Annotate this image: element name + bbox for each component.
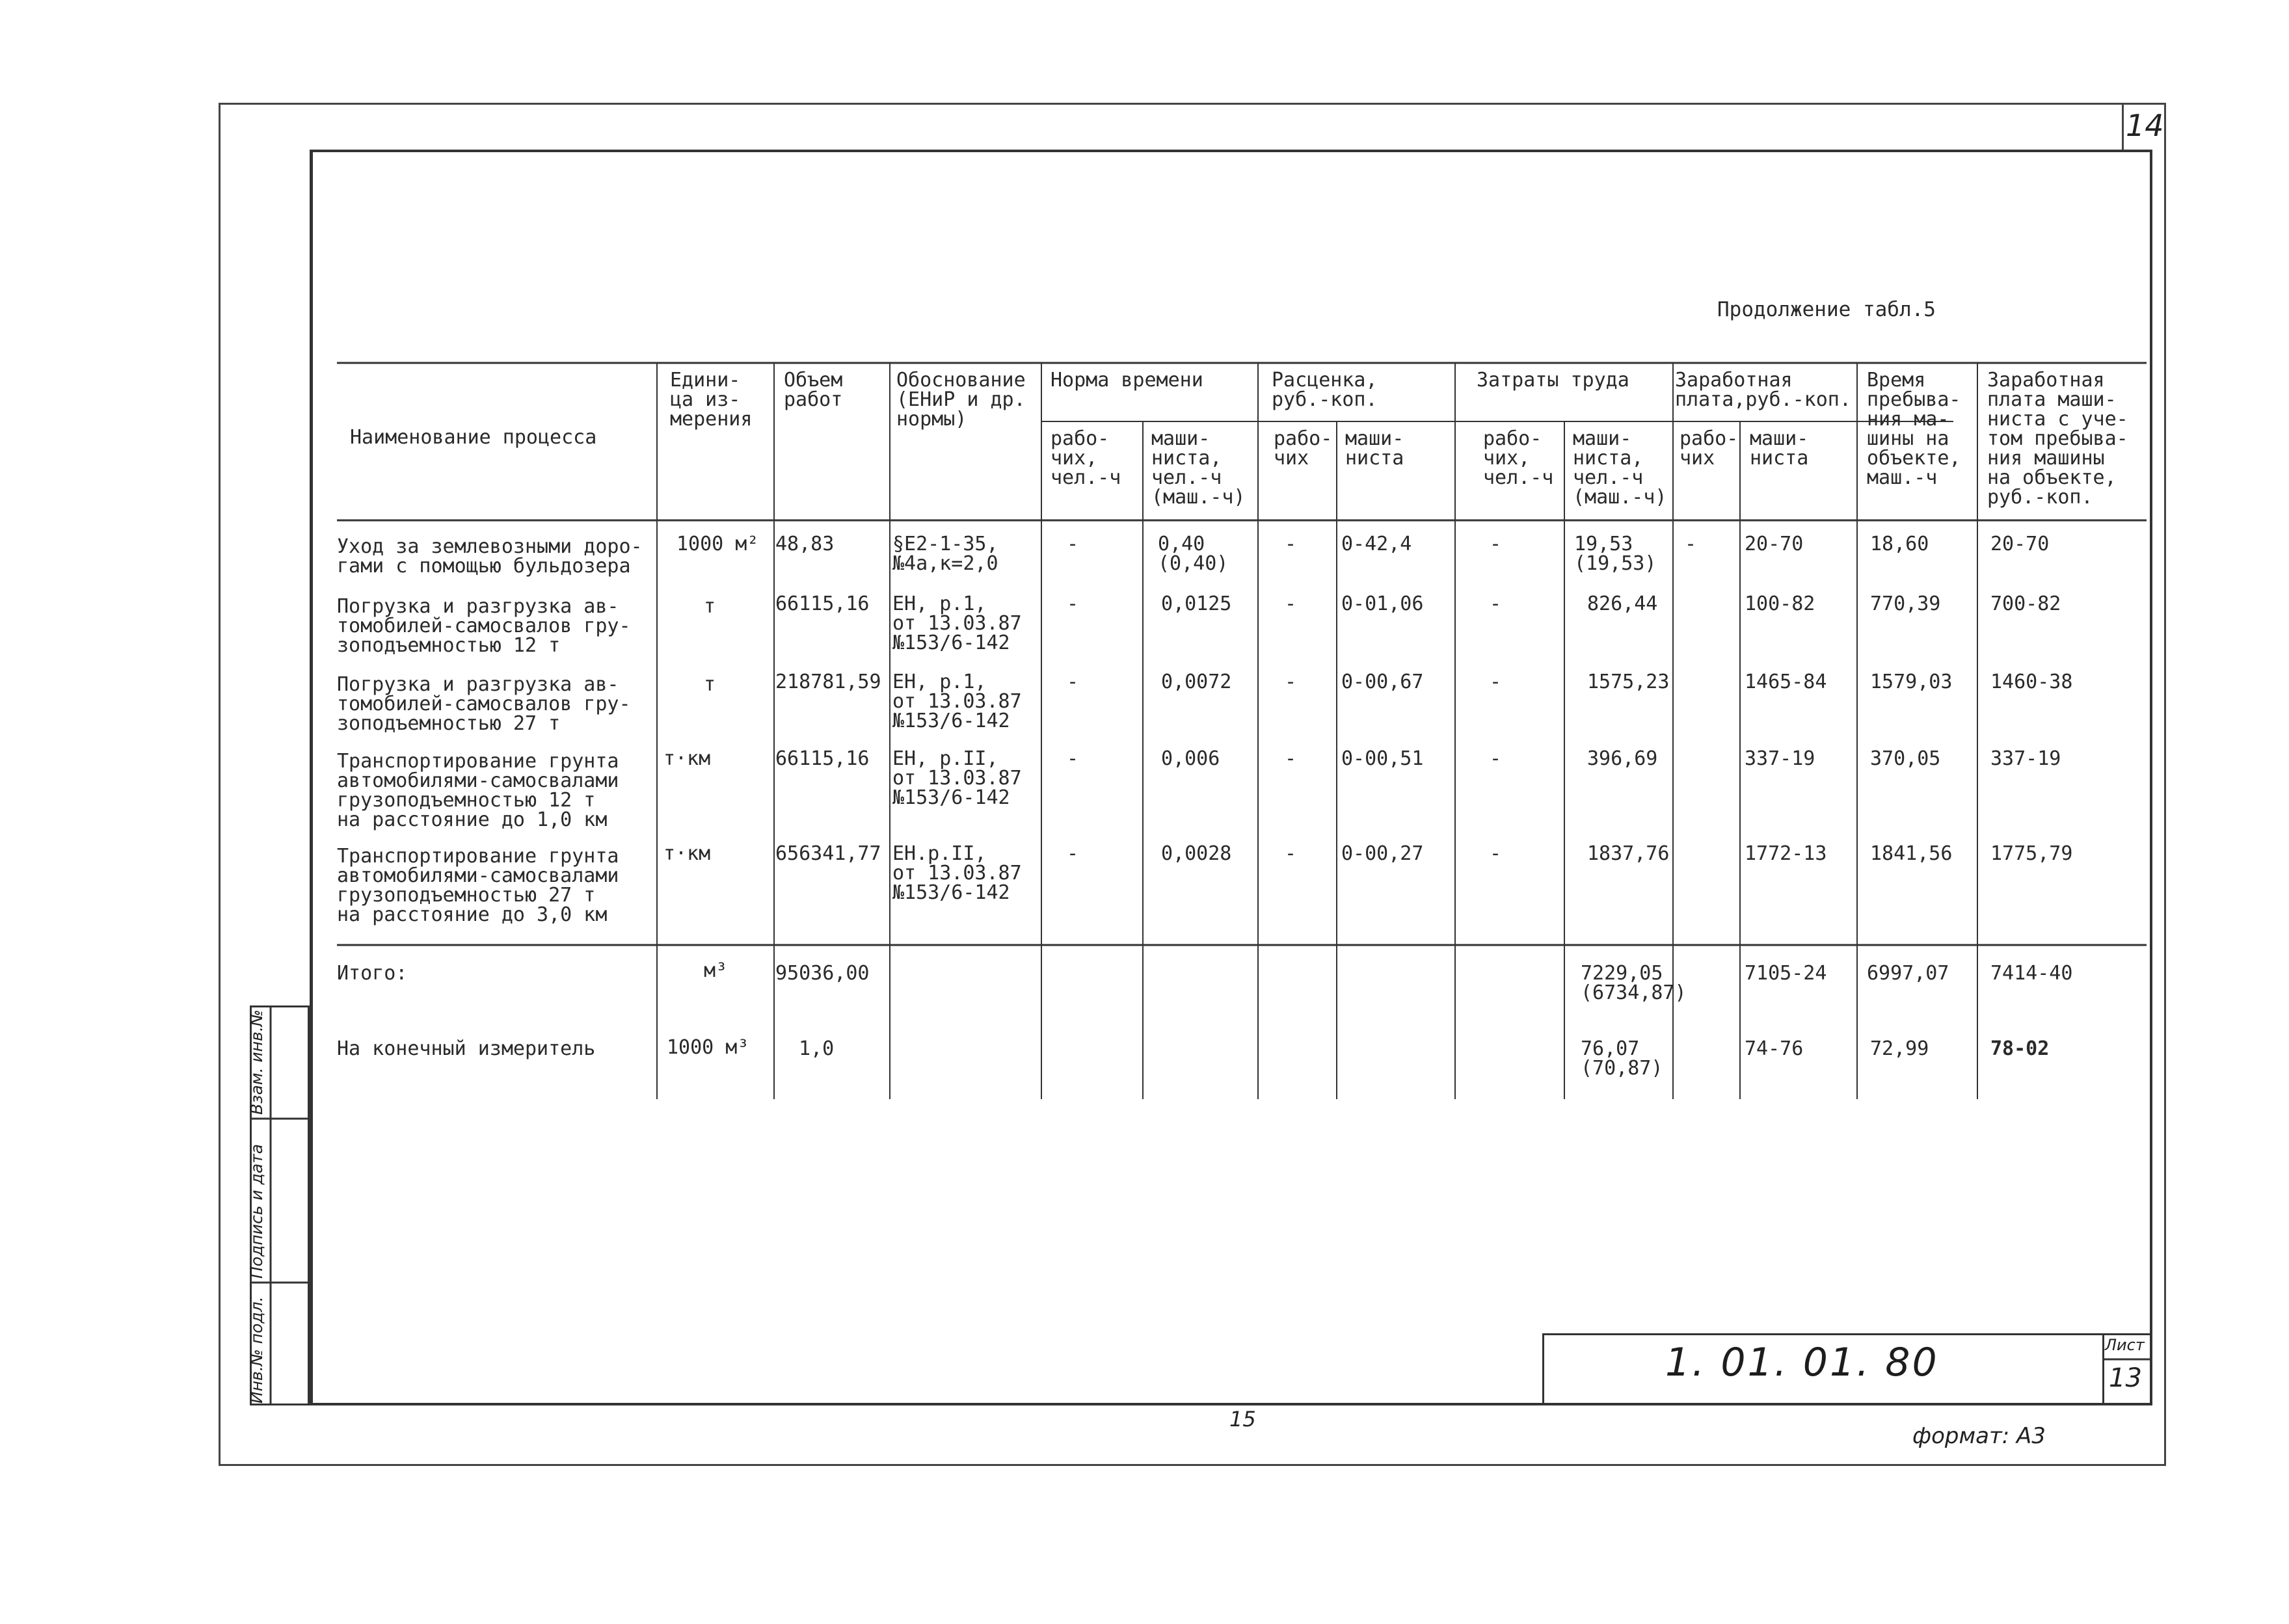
sheet-label: Лист: [2105, 1336, 2145, 1354]
row-2-norm-machinist: 0,0125: [1161, 592, 1232, 615]
row-5-rate-machinist: 0-00,27: [1341, 842, 1424, 865]
row-5-name: Транспортирование грунта автомобилями-самосвалами грузоподъемностью 27 т на расстояние до 3,0 км: [337, 845, 619, 926]
row-1-rate-machinist: 0-42,4: [1341, 533, 1412, 555]
row-3-wage-machinist: 1465-84: [1745, 671, 1827, 693]
subheader-wage-workers: рабо- чих: [1680, 427, 1739, 470]
row-3-unit: т: [704, 673, 716, 696]
row-3-stay: 1579,03: [1870, 671, 1953, 693]
final-labor-machinist: 76,07 (70,87): [1581, 1037, 1663, 1080]
total-labor-machinist: 7229,05 (6734,87): [1581, 962, 1687, 1004]
row-2-stay: 770,39: [1870, 592, 1941, 615]
row-1-wage-machinist: 20-70: [1745, 533, 1804, 555]
row-1-norm-workers: -: [1067, 533, 1079, 555]
subheader-norm-machinist: маши- ниста, чел.-ч (маш.-ч): [1151, 427, 1246, 509]
row-4-labor-machinist: 396,69: [1587, 747, 1658, 770]
page-number: 15: [1229, 1407, 1256, 1431]
document-code: 1. 01. 01. 80: [1665, 1340, 1939, 1385]
row-3-wage-total: 1460-38: [1990, 671, 2073, 693]
header-wage: Заработная плата,руб.-коп.: [1675, 369, 1851, 411]
subheader-rate-machinist: маши- ниста: [1345, 427, 1404, 470]
header-volume: Объем работ: [784, 369, 843, 411]
row-3-labor-workers: -: [1490, 671, 1502, 693]
row-3-volume: 218781,59: [775, 671, 881, 693]
row-2-unit: т: [704, 595, 716, 618]
row-2-name: Погрузка и разгрузка ав- томобилей-самосвалов гру- зоподъемностью 12 т: [337, 595, 631, 657]
header-labor: Затраты труда: [1477, 369, 1629, 392]
row-5-wage-machinist: 1772-13: [1745, 842, 1827, 865]
row-3-basis: ЕН, р.1, от 13.03.87 №153/6-142: [892, 671, 1022, 732]
row-5-labor-machinist: 1837,76: [1587, 842, 1670, 865]
row-4-norm-workers: -: [1067, 747, 1079, 770]
row-2-rate-machinist: 0-01,06: [1341, 592, 1424, 615]
row-2-basis: ЕН, р.1, от 13.03.87 №153/6-142: [892, 592, 1022, 654]
row-2-wage-machinist: 100-82: [1745, 592, 1815, 615]
subheader-norm-workers: рабо- чих, чел.-ч: [1051, 427, 1121, 489]
row-1-unit: 1000 м²: [676, 533, 759, 555]
header-basis: Обоснование (ЕНиР и др. нормы): [896, 369, 1026, 431]
total-name: Итого:: [337, 962, 408, 985]
final-stay: 72,99: [1870, 1037, 1929, 1060]
header-unit: Едини- ца из- мерения: [670, 369, 753, 431]
sheet-number: 13: [2109, 1363, 2142, 1393]
subheader-labor-machinist: маши- ниста, чел.-ч (маш.-ч): [1573, 427, 1667, 509]
total-wage-total: 7414-40: [1990, 962, 2073, 985]
total-unit: м³: [704, 959, 728, 982]
row-2-rate-workers: -: [1285, 592, 1297, 615]
row-1-basis: §Е2-1-35, №4а,к=2,0: [892, 533, 998, 575]
header-rate: Расценка, руб.-коп.: [1272, 369, 1378, 411]
row-2-volume: 66115,16: [775, 592, 870, 615]
header-wage-machinist: Заработная плата маши- ниста с уче- том пребыва- ния машины на объекте, руб.-коп.: [1987, 369, 2128, 509]
top-sheet-number: 14: [2126, 108, 2164, 143]
row-5-unit: т·км: [663, 842, 711, 865]
row-5-volume: 656341,77: [775, 842, 881, 865]
row-1-norm-machinist: 0,40 (0,40): [1158, 533, 1229, 575]
row-1-wage-workers: -: [1685, 533, 1697, 555]
subheader-wage-machinist: маши- ниста: [1750, 427, 1809, 470]
row-5-rate-workers: -: [1285, 842, 1297, 865]
header-process-name: Наименование процесса: [350, 426, 597, 449]
row-1-name: Уход за землевозными доро- гами с помощью бульдозера: [337, 535, 643, 578]
subheader-rate-workers: рабо- чих: [1274, 427, 1333, 470]
row-4-volume: 66115,16: [775, 747, 870, 770]
row-4-wage-machinist: 337-19: [1745, 747, 1815, 770]
row-4-labor-workers: -: [1490, 747, 1502, 770]
row-5-stay: 1841,56: [1870, 842, 1953, 865]
row-2-norm-workers: -: [1067, 592, 1079, 615]
row-5-wage-total: 1775,79: [1990, 842, 2073, 865]
row-1-volume: 48,83: [775, 533, 835, 555]
row-3-norm-machinist: 0,0072: [1161, 671, 1232, 693]
total-volume: 95036,00: [775, 962, 870, 985]
stamp-replacement-inventory: Взам. инв.№: [247, 1009, 266, 1115]
row-5-norm-workers: -: [1067, 842, 1079, 865]
row-2-labor-machinist: 826,44: [1587, 592, 1658, 615]
row-1-labor-machinist: 19,53 (19,53): [1574, 533, 1657, 575]
row-3-norm-workers: -: [1067, 671, 1079, 693]
continuation-label: Продолжение табл.5: [1717, 298, 1936, 321]
final-wage-total: 78-02: [1990, 1037, 2050, 1060]
row-4-stay: 370,05: [1870, 747, 1941, 770]
row-5-norm-machinist: 0,0028: [1161, 842, 1232, 865]
total-stay: 6997,07: [1867, 962, 1949, 985]
row-2-labor-workers: -: [1490, 592, 1502, 615]
row-3-name: Погрузка и разгрузка ав- томобилей-самосвалов гру- зоподъемностью 27 т: [337, 673, 631, 735]
total-wage-machinist: 7105-24: [1745, 962, 1827, 985]
stamp-inventory-original: Инв.№ подл.: [247, 1296, 266, 1404]
stamp-signature-date: Подпись и дата: [247, 1143, 266, 1279]
row-4-wage-total: 337-19: [1990, 747, 2061, 770]
row-4-basis: ЕН, р.II, от 13.03.87 №153/6-142: [892, 747, 1022, 809]
row-4-norm-machinist: 0,006: [1161, 747, 1220, 770]
row-3-rate-machinist: 0-00,67: [1341, 671, 1424, 693]
header-stay-time: Время пребыва- ния ма- шины на объекте, маш.-ч: [1867, 369, 1961, 489]
row-4-rate-machinist: 0-00,51: [1341, 747, 1424, 770]
row-5-labor-workers: -: [1490, 842, 1502, 865]
row-4-name: Транспортирование грунта автомобилями-самосвалами грузоподъемностью 12 т на расстояние до 1,0 км: [337, 750, 619, 831]
row-1-rate-workers: -: [1285, 533, 1297, 555]
final-wage-machinist: 74-76: [1745, 1037, 1804, 1060]
row-1-stay: 18,60: [1870, 533, 1929, 555]
final-name: На конечный измеритель: [337, 1037, 596, 1060]
format-label: формат: А3: [1912, 1423, 2046, 1449]
row-1-labor-workers: -: [1490, 533, 1502, 555]
subheader-labor-workers: рабо- чих, чел.-ч: [1483, 427, 1554, 489]
row-3-rate-workers: -: [1285, 671, 1297, 693]
header-norm: Норма времени: [1051, 369, 1203, 392]
row-4-unit: т·км: [663, 747, 711, 770]
final-unit: 1000 м³: [667, 1036, 749, 1059]
row-2-wage-total: 700-82: [1990, 592, 2061, 615]
row-5-basis: ЕН.р.II, от 13.03.87 №153/6-142: [892, 842, 1022, 904]
row-1-wage-total: 20-70: [1990, 533, 2050, 555]
row-4-rate-workers: -: [1285, 747, 1297, 770]
row-3-labor-machinist: 1575,23: [1587, 671, 1670, 693]
final-volume: 1,0: [799, 1037, 835, 1060]
